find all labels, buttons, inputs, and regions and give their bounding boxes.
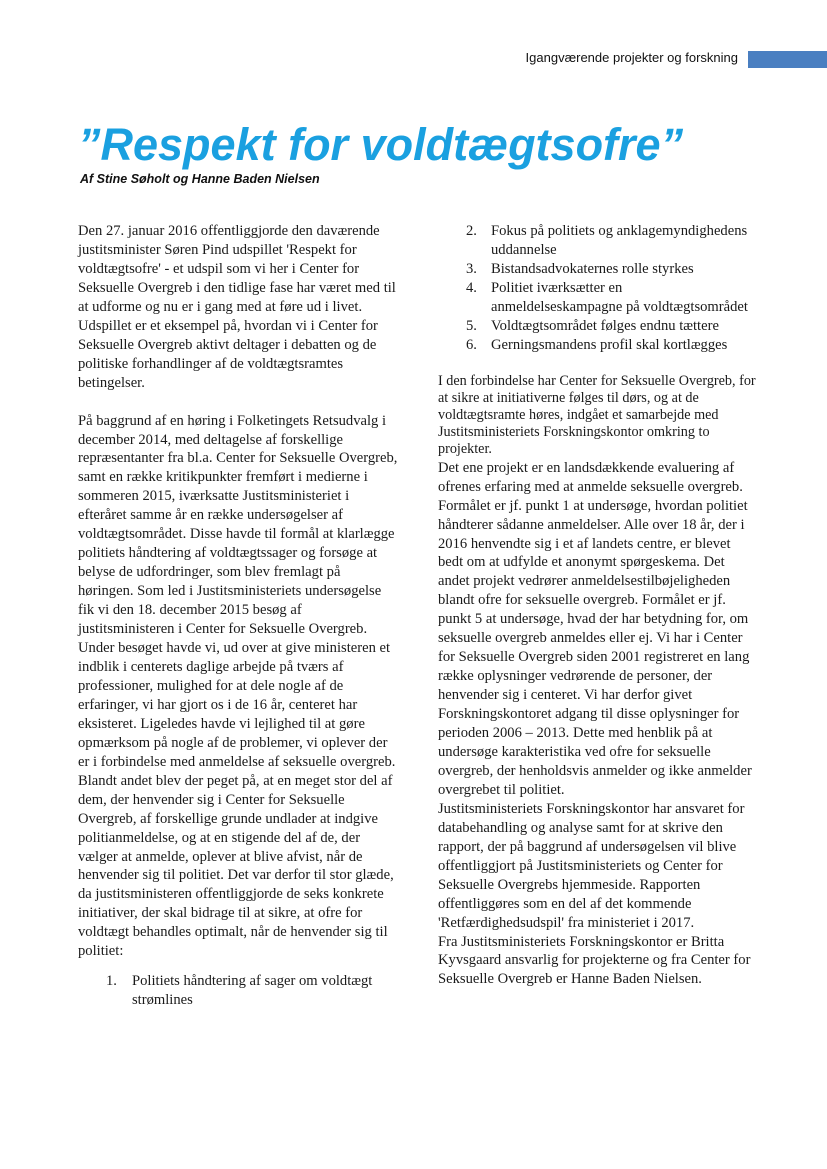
article-title: ”Respekt for voldtægtsofre” <box>78 119 684 170</box>
list-item-number: 3. <box>466 260 477 277</box>
right-paragraph-4: Fra Justitsministeriets Forskningskontor er Britta Kyvsgaard ansvarlig for projekterne og fra Center for Seksuelle Overgreb er Hanne Baden Nielsen. <box>438 933 751 988</box>
initiatives-list-part-1 <box>78 972 398 1010</box>
list-item-text: Bistandsadvokaternes rolle styrkes <box>491 260 694 277</box>
initiatives-list-part-2 <box>438 222 756 355</box>
list-item <box>438 279 756 317</box>
list-item <box>78 972 398 1010</box>
left-paragraph-1: Den 27. januar 2016 offentliggjorde den daværende justitsminister Søren Pind udspillet 'Respekt for voldtægtsofre' - et udspil som vi her i Center for Seksuelle Overgreb i den tidlige fase har været med til at udforme og nu er i gang med at føre ud i livet. Udspillet er et eksempel på, hvordan vi i Center for Seksuelle Overgreb aktivt deltager i debatten og de politiske forhandlinger af de voldtægtsramtes betingelser. <box>78 223 396 391</box>
list-item <box>438 336 756 355</box>
right-paragraph-1: I den forbindelse har Center for Seksuelle Overgreb, for at sikre at initiativerne følges til dørs, og at de voldtægtsramte høres, indgået et samarbejde med Justitsministeriets Forskningskontor omkring to projekter. <box>438 372 756 458</box>
article-byline: Af Stine Søholt og Hanne Baden Nielsen <box>80 172 320 186</box>
right-paragraph-2: Det ene projekt er en landsdækkende evaluering af ofrenes erfaring med at anmelde seksuelle overgreb. Formålet er jf. punkt 1 at undersøge, hvordan politiet håndterer sådanne anmeldelser. Alle over 18 år, der i 2016 henvendte sig i et af landets centre, er blevet bedt om at udfylde et anonymt spørgeskema. Det andet projekt vedrører anmeldelsestilbøjeligheden blandt ofre for seksuelle overgreb. Formålet er jf. punkt 5 at undersøge, hvad der har betydning for, om seksuelle overgreb anmeldes eller ej. Vi har i Center for Seksuelle Overgreb siden 2001 registreret en lang række oplysninger vedrørende de personer, der henvender sig i centeret. Vi har derfor givet Forskningskontoret adgang til disse oplysninger for perioden 2006 – 2013. Dette med henblik på at undersøge karakteristika ved ofre for seksuelle overgreb, der henholdsvis anmelder og ikke anmelder overgrebet til politiet. <box>438 459 752 798</box>
list-item-number: 1. <box>106 973 117 990</box>
list-item-text: Politiet iværksætter en anmeldelseskampagne på voldtægtsområdet <box>491 279 748 315</box>
list-item-text: Gerningsmandens profil skal kortlægges <box>491 336 728 353</box>
section-label: Igangværende projekter og forskning <box>525 50 738 65</box>
list-item <box>438 317 756 336</box>
list-item-number: 4. <box>466 279 477 296</box>
list-item-number: 5. <box>466 317 477 334</box>
right-paragraph-3: Justitsministeriets Forskningskontor har ansvaret for databehandling og analyse samt for at skrive den rapport, der på baggrund af undersøgelsen vil blive offentliggjort på Justitsministeriets og Center for Seksuelle Overgrebs hjemmeside. Rapporten offentliggøres som en del af det kommende 'Retfærdighedsudspil' fra ministeriet i 2017. <box>438 800 745 931</box>
left-paragraph-2: På baggrund af en høring i Folketingets Retsudvalg i december 2014, med deltagelse af forskellige repræsentanter fra bl.a. Center for Seksuelle Overgreb, samt en række kritikpunkter fremført i medierne i sommeren 2015, iværksatte Justitsministeriet i efteråret samme år en række undersøgelser af voldtægtsområdet. Disse havde til formål at klarlægge politiets håndtering af voldtægtssager og forsøge at belyse de udfordringer, som blev fremlagt på høringen. Som led i Justitsministeriets undersøgelse fik vi den 18. december 2015 besøg af justitsministeren i Center for Seksuelle Overgreb. Under besøget havde vi, ud over at give ministeren et indblik i centerets daglige arbejde på tværs af professioner, mulighed for at dele nogle af de erfaringer, vi har gjort os i de 16 år, centeret har eksisteret. Ligeledes havde vi lejlighed til at gøre opmærksom på nogle af de problemer, vi oplever der er i forbindelse med anmeldelse af seksuelle overgreb. Blandt andet blev der peget på, at en meget stor del af dem, der henvender sig i Center for Seksuelle Overgreb, af forskellige grunde undlader at indgive politianmeldelse, og at en stigende del af de, der vælger at anmelde, oplever at blive afvist, når de henvender sig til politiet. Det var derfor til stor glæde, da justitsministeren offentliggjorde de seks konkrete initiativer, der skal bidrage til at sikre, at ofre for voldtægt behandles optimalt, når de henvender sig til politiet: <box>78 412 398 960</box>
list-item-text: Politiets håndtering af sager om voldtægt strømlines <box>132 973 373 1009</box>
list-item-text: Fokus på politiets og anklagemyndighedens uddannelse <box>491 223 748 258</box>
list-item <box>438 222 756 260</box>
list-item-text: Voldtægtsområdet følges endnu tættere <box>491 317 719 334</box>
list-item-number: 6. <box>466 336 477 353</box>
list-item-number: 2. <box>466 223 477 239</box>
right-column <box>438 222 756 989</box>
header-accent-bar <box>748 51 827 68</box>
list-item <box>438 260 756 279</box>
left-column <box>78 222 398 1010</box>
